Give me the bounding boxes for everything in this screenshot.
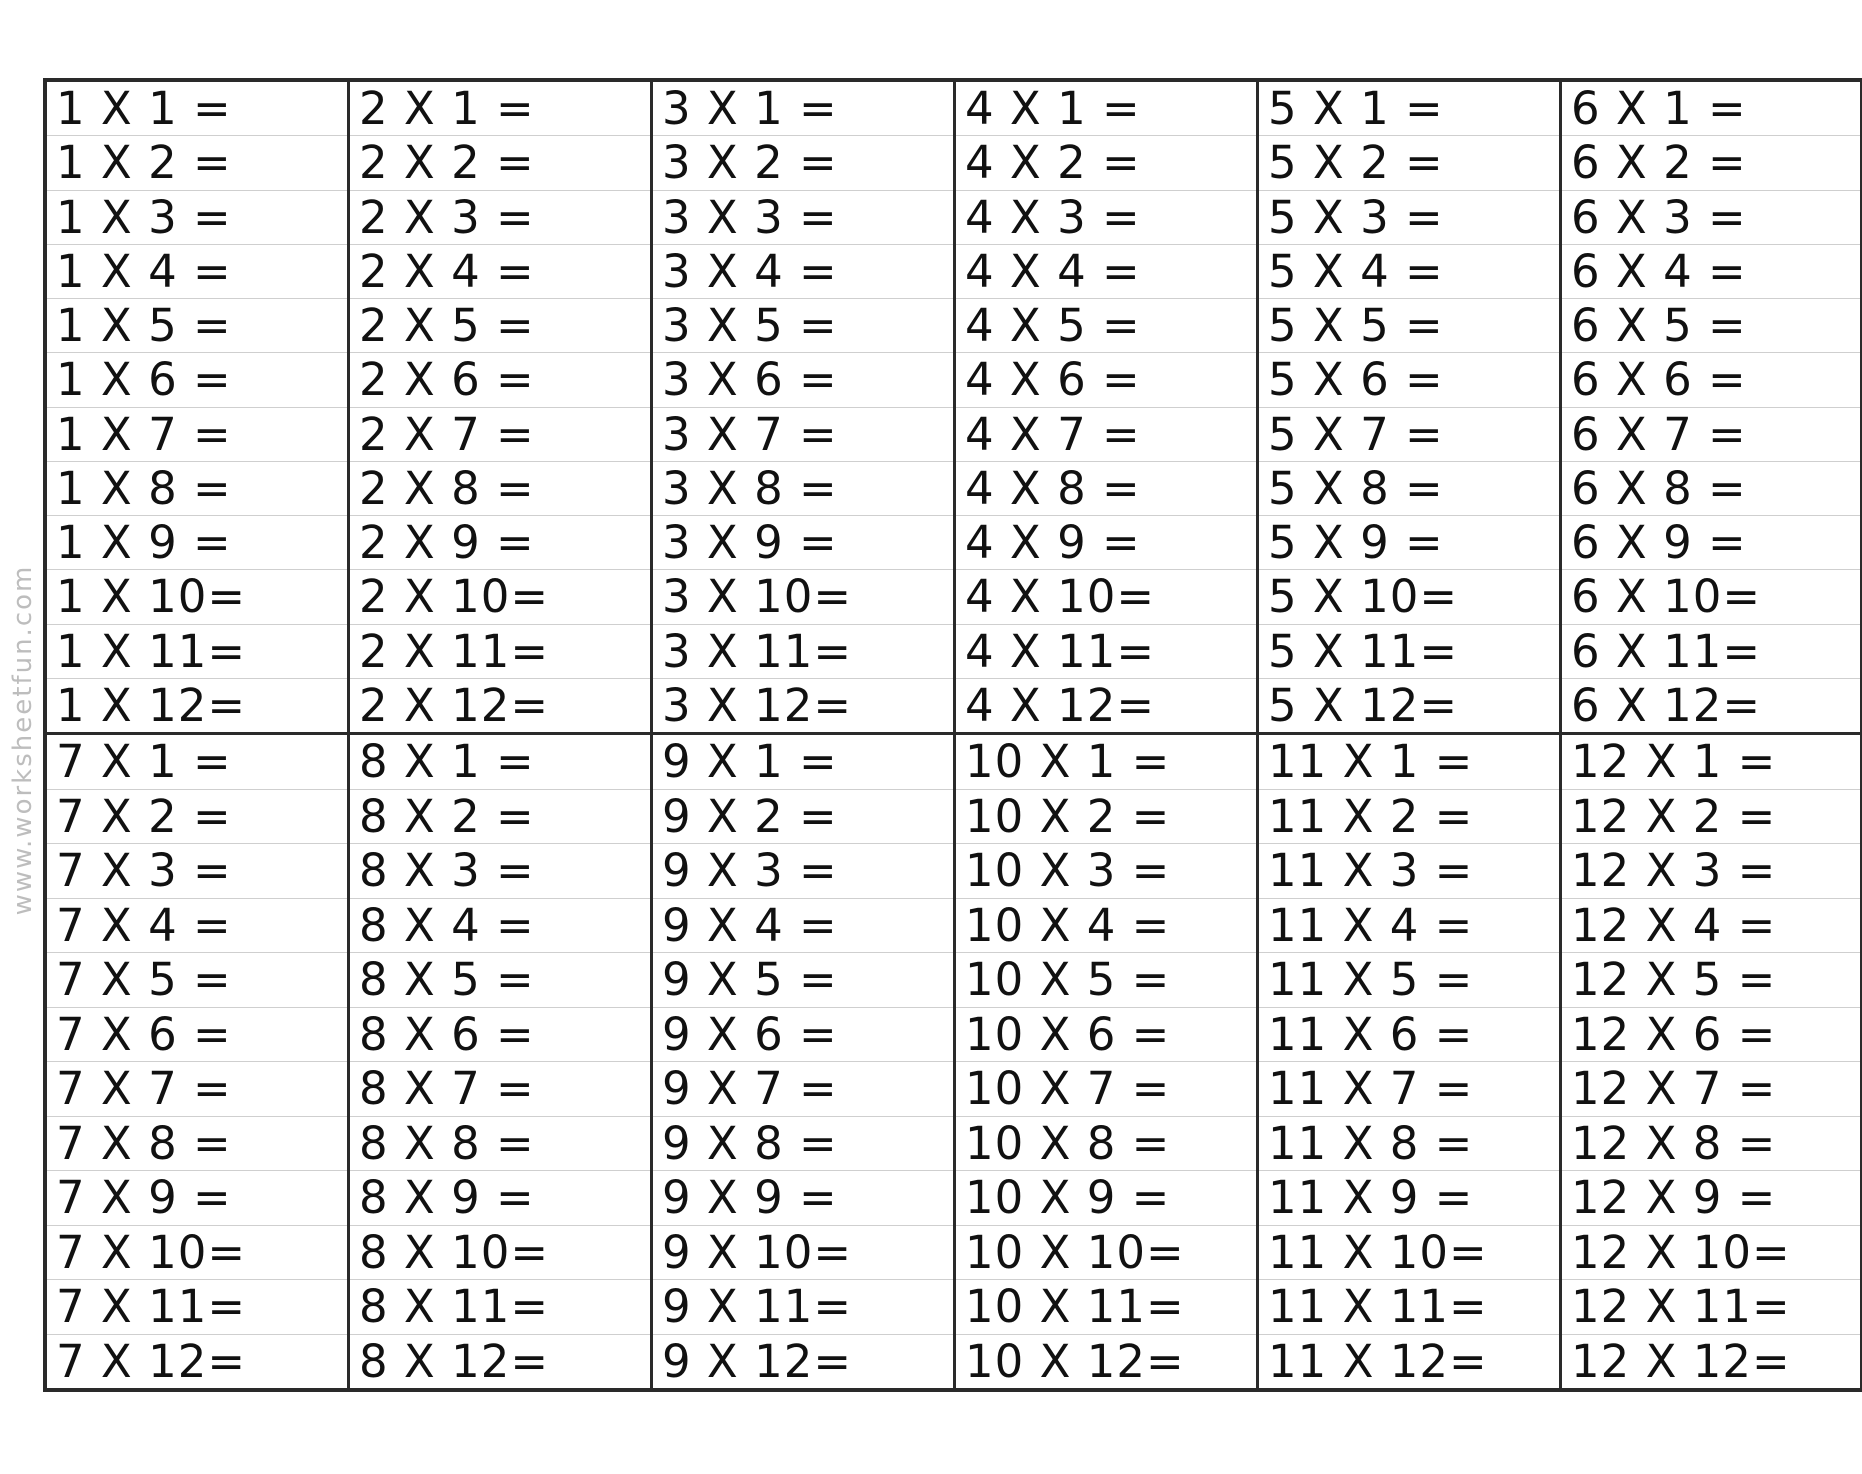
problem-row: 5 X 5 = [1259,299,1559,353]
problem-row: 11 X 8 = [1259,1117,1559,1172]
problem-row: 3 X 9 = [653,516,953,570]
problem-row: 1 X 5 = [47,299,347,353]
problem-row: 2 X 4 = [350,245,650,299]
problem-row: 2 X 6 = [350,353,650,407]
problem-row: 9 X 7 = [653,1062,953,1117]
problem-row: 4 X 10= [956,570,1256,624]
problem-row: 5 X 9 = [1259,516,1559,570]
problem-row: 7 X 7 = [47,1062,347,1117]
problem-row: 9 X 4 = [653,899,953,954]
problem-row: 12 X 2 = [1562,790,1860,845]
problem-row: 12 X 12= [1571,1334,1791,1388]
problem-row: 4 X 1 = [956,82,1256,136]
problem-row: 12 X 1 = [1562,735,1860,790]
problem-row: 11 X 10= [1259,1226,1559,1281]
watermark-text: www.worksheetfun.com [8,564,38,916]
problem-row: 1 X 4 = [47,245,347,299]
problem-row: 11 X 7 = [1259,1062,1559,1117]
times-table-block-3 [653,82,956,735]
problem-row: 4 X 9 = [956,516,1256,570]
problem-row: 8 X 5 = [350,953,650,1008]
problem-row: 4 X 8 = [956,462,1256,516]
times-table-block-5 [1259,82,1562,735]
problem-row: 1 X 10= [47,570,347,624]
problem-row: 11 X 9 = [1259,1171,1559,1226]
problem-row: 10 X 9 = [956,1171,1256,1226]
problem-row: 8 X 9 = [350,1171,650,1226]
problem-row: 7 X 3 = [47,844,347,899]
problem-row: 12 X 11= [1562,1280,1860,1335]
problem-row: 2 X 8 = [350,462,650,516]
problem-row: 4 X 2 = [956,136,1256,190]
problem-row: 12 X 7 = [1562,1062,1860,1117]
problem-row: 10 X 4 = [956,899,1256,954]
problem-row: 5 X 3 = [1259,191,1559,245]
problem-row: 9 X 3 = [653,844,953,899]
problem-row: 7 X 12= [56,1334,247,1388]
problem-row: 8 X 11= [350,1280,650,1335]
problem-row: 3 X 10= [653,570,953,624]
problem-row: 4 X 11= [956,625,1256,679]
problem-row: 2 X 2 = [350,136,650,190]
problem-row: 10 X 6 = [956,1008,1256,1063]
problem-row: 9 X 9 = [653,1171,953,1226]
times-table-block-4 [956,82,1259,735]
problem-row: 10 X 12= [965,1334,1185,1388]
problem-row: 8 X 2 = [350,790,650,845]
problem-row: 8 X 7 = [350,1062,650,1117]
problem-row: 2 X 7 = [350,408,650,462]
problem-row: 12 X 4 = [1562,899,1860,954]
problem-row: 11 X 12= [1268,1334,1488,1388]
problem-row: 3 X 2 = [653,136,953,190]
problem-row: 4 X 4 = [956,245,1256,299]
problem-row: 11 X 11= [1259,1280,1559,1335]
problem-row: 3 X 5 = [653,299,953,353]
problem-row: 2 X 5 = [350,299,650,353]
problem-row: 9 X 5 = [653,953,953,1008]
problem-row: 6 X 8 = [1562,462,1860,516]
problem-row: 12 X 6 = [1562,1008,1860,1063]
problem-row: 7 X 1 = [47,735,347,790]
problem-row: 6 X 1 = [1562,82,1860,136]
problem-row: 7 X 2 = [47,790,347,845]
times-table-block-9 [653,735,956,1388]
problem-row: 12 X 8 = [1562,1117,1860,1172]
problem-row: 8 X 10= [350,1226,650,1281]
problem-row: 12 X 3 = [1562,844,1860,899]
problem-row: 8 X 8 = [350,1117,650,1172]
problem-row: 4 X 7 = [956,408,1256,462]
problem-row: 2 X 1 = [350,82,650,136]
problem-row: 10 X 1 = [956,735,1256,790]
problem-row: 8 X 6 = [350,1008,650,1063]
problem-row: 10 X 10= [956,1226,1256,1281]
problem-row: 6 X 5 = [1562,299,1860,353]
problem-row: 2 X 9 = [350,516,650,570]
problem-row: 2 X 11= [350,625,650,679]
problem-row: 11 X 5 = [1259,953,1559,1008]
times-table-block-1 [47,82,350,735]
problem-row: 12 X 10= [1562,1226,1860,1281]
problem-row: 7 X 11= [47,1280,347,1335]
problem-row: 7 X 9 = [47,1171,347,1226]
problem-row: 9 X 8 = [653,1117,953,1172]
problem-row: 6 X 4 = [1562,245,1860,299]
problem-row: 9 X 6 = [653,1008,953,1063]
problem-row: 1 X 8 = [47,462,347,516]
problem-row: 7 X 5 = [47,953,347,1008]
problem-row: 3 X 7 = [653,408,953,462]
problem-row: 4 X 6 = [956,353,1256,407]
problem-row: 8 X 4 = [350,899,650,954]
problem-row: 7 X 10= [47,1226,347,1281]
problem-row: 9 X 1 = [653,735,953,790]
multiplication-worksheet [43,78,1862,1392]
problem-row: 7 X 8 = [47,1117,347,1172]
problem-row: 2 X 10= [350,570,650,624]
problem-row: 12 X 9 = [1562,1171,1860,1226]
problem-row: 9 X 12= [662,1334,853,1388]
problem-row: 5 X 12= [1268,678,1459,732]
problem-row: 8 X 1 = [350,735,650,790]
problem-row: 6 X 7 = [1562,408,1860,462]
problem-row: 5 X 1 = [1259,82,1559,136]
problem-row: 4 X 12= [965,678,1156,732]
problem-row: 10 X 2 = [956,790,1256,845]
problem-row: 4 X 5 = [956,299,1256,353]
problem-row: 6 X 10= [1562,570,1860,624]
problem-row: 2 X 3 = [350,191,650,245]
problem-row: 1 X 2 = [47,136,347,190]
problem-row: 5 X 8 = [1259,462,1559,516]
problem-row: 6 X 12= [1571,678,1762,732]
problem-row: 10 X 3 = [956,844,1256,899]
problem-row: 5 X 2 = [1259,136,1559,190]
problem-row: 5 X 4 = [1259,245,1559,299]
problem-row: 1 X 6 = [47,353,347,407]
problem-row: 7 X 4 = [47,899,347,954]
problem-row: 11 X 2 = [1259,790,1559,845]
times-table-block-7 [47,735,350,1388]
problem-row: 3 X 1 = [653,82,953,136]
problem-row: 9 X 2 = [653,790,953,845]
problem-row: 6 X 9 = [1562,516,1860,570]
problem-row: 6 X 2 = [1562,136,1860,190]
problem-row: 3 X 11= [653,625,953,679]
problem-row: 11 X 6 = [1259,1008,1559,1063]
problem-row: 5 X 7 = [1259,408,1559,462]
problem-row: 10 X 5 = [956,953,1256,1008]
times-table-block-6 [1562,82,1862,735]
times-table-block-11 [1259,735,1562,1388]
problem-row: 4 X 3 = [956,191,1256,245]
problem-row: 6 X 3 = [1562,191,1860,245]
problem-row: 5 X 6 = [1259,353,1559,407]
problem-row: 6 X 11= [1562,625,1860,679]
problem-row: 1 X 11= [47,625,347,679]
problem-row: 1 X 9 = [47,516,347,570]
times-table-block-12 [1562,735,1862,1388]
problem-row: 9 X 10= [653,1226,953,1281]
problem-row: 1 X 1 = [47,82,347,136]
problem-row: 10 X 7 = [956,1062,1256,1117]
problem-row: 10 X 11= [956,1280,1256,1335]
problem-row: 2 X 12= [359,678,550,732]
problem-row: 8 X 12= [359,1334,550,1388]
problem-row: 9 X 11= [653,1280,953,1335]
problem-row: 11 X 3 = [1259,844,1559,899]
problem-row: 6 X 6 = [1562,353,1860,407]
problem-row: 5 X 11= [1259,625,1559,679]
times-table-block-8 [350,735,653,1388]
problem-row: 1 X 7 = [47,408,347,462]
problem-row: 11 X 4 = [1259,899,1559,954]
problem-row: 7 X 6 = [47,1008,347,1063]
times-table-block-10 [956,735,1259,1388]
problem-row: 3 X 8 = [653,462,953,516]
problem-row: 3 X 12= [662,678,853,732]
problem-row: 5 X 10= [1259,570,1559,624]
problem-row: 3 X 3 = [653,191,953,245]
problem-row: 8 X 3 = [350,844,650,899]
problem-row: 12 X 5 = [1562,953,1860,1008]
times-table-block-2 [350,82,653,735]
problem-row: 3 X 6 = [653,353,953,407]
problem-row: 11 X 1 = [1259,735,1559,790]
problem-row: 1 X 3 = [47,191,347,245]
problem-row: 3 X 4 = [653,245,953,299]
problem-row: 10 X 8 = [956,1117,1256,1172]
problem-row: 1 X 12= [56,678,247,732]
